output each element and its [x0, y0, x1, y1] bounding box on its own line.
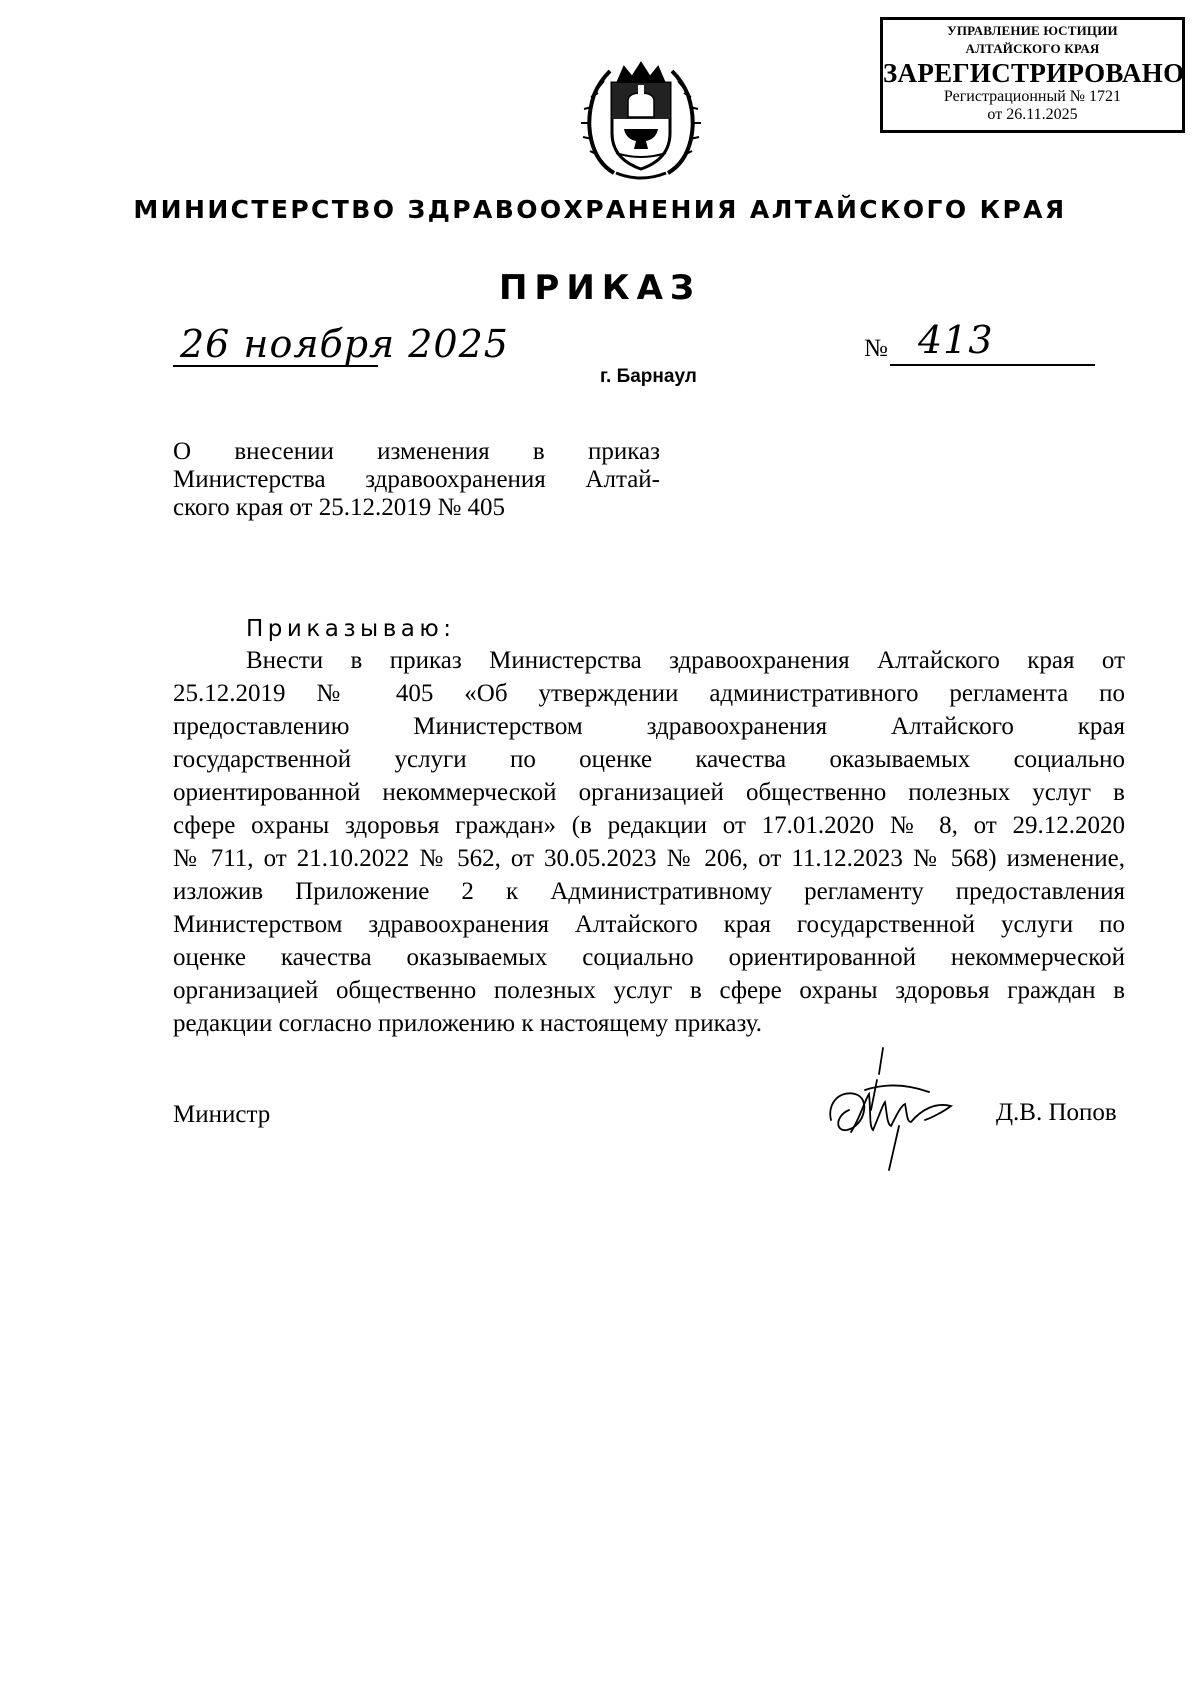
- stamp-reg-date: от 26.11.2025: [987, 106, 1078, 123]
- handwritten-number: 413: [918, 318, 994, 362]
- handwritten-signature-icon: [825, 1040, 965, 1180]
- number-underline: [890, 364, 1095, 366]
- subject-line: ского края от 25.12.2019 № 405: [173, 494, 506, 521]
- subject-line: Министерства здравоохранения Алтай-: [173, 466, 660, 493]
- registration-stamp: [880, 17, 1185, 133]
- body-line: предоставлению Министерством здравоохранения Алтайского края: [173, 713, 1125, 740]
- date-underline: [173, 365, 378, 367]
- signatory-title: Министр: [173, 1101, 271, 1128]
- body-line: организацией общественно полезных услуг в сфере охраны здоровья граждан в: [173, 977, 1125, 1004]
- subject-line: О внесении изменения в приказ: [173, 438, 660, 465]
- body-line: № 711, от 21.10.2022 № 562, от 30.05.2023 № 206, от 11.12.2023 № 568) изменение,: [173, 845, 1125, 872]
- stamp-department-line1: УПРАВЛЕНИЕ ЮСТИЦИИ: [947, 23, 1118, 38]
- stamp-department-line2: АЛТАЙСКОГО КРАЯ: [965, 41, 1100, 56]
- handwritten-date: 26 ноября 2025: [180, 322, 509, 366]
- body-line: Внести в приказ Министерства здравоохранения Алтайского края от: [246, 647, 1125, 674]
- body-line: ориентированной некоммерческой организацией общественно полезных услуг в: [173, 779, 1125, 806]
- body-line: изложив Приложение 2 к Административному регламенту предоставления: [173, 878, 1125, 905]
- order-word: Приказываю:: [246, 616, 456, 642]
- city: г. Барнаул: [600, 366, 697, 387]
- number-label: №: [864, 335, 888, 362]
- body-line: оценке качества оказываемых социально ориентированной некоммерческой: [173, 944, 1125, 971]
- order-body: [173, 644, 1125, 1040]
- stamp-reg-number: Регистрационный № 1721: [943, 88, 1122, 105]
- ministry-name: МИНИСТЕРСТВО ЗДРАВООХРАНЕНИЯ АЛТАЙСКОГО КРАЯ: [133, 195, 1067, 224]
- order-subject: [173, 438, 660, 522]
- document-type-title: ПРИКАЗ: [498, 268, 702, 308]
- body-line: 25.12.2019 № 405 «Об утверждении административного регламента по: [173, 680, 1125, 707]
- body-line: редакции согласно приложению к настоящему приказу.: [173, 1010, 763, 1037]
- stamp-title: ЗАРЕГИСТРИРОВАНО: [883, 58, 1185, 88]
- body-line: сфере охраны здоровья граждан» (в редакции от 17.01.2020 № 8, от 29.12.2020: [173, 812, 1125, 839]
- body-line: Министерством здравоохранения Алтайского края государственной услуги по: [173, 911, 1125, 938]
- coat-of-arms-icon: [576, 55, 706, 185]
- signatory-name: Д.В. Попов: [996, 1099, 1117, 1126]
- body-line: государственной услуги по оценке качества оказываемых социально: [173, 746, 1125, 773]
